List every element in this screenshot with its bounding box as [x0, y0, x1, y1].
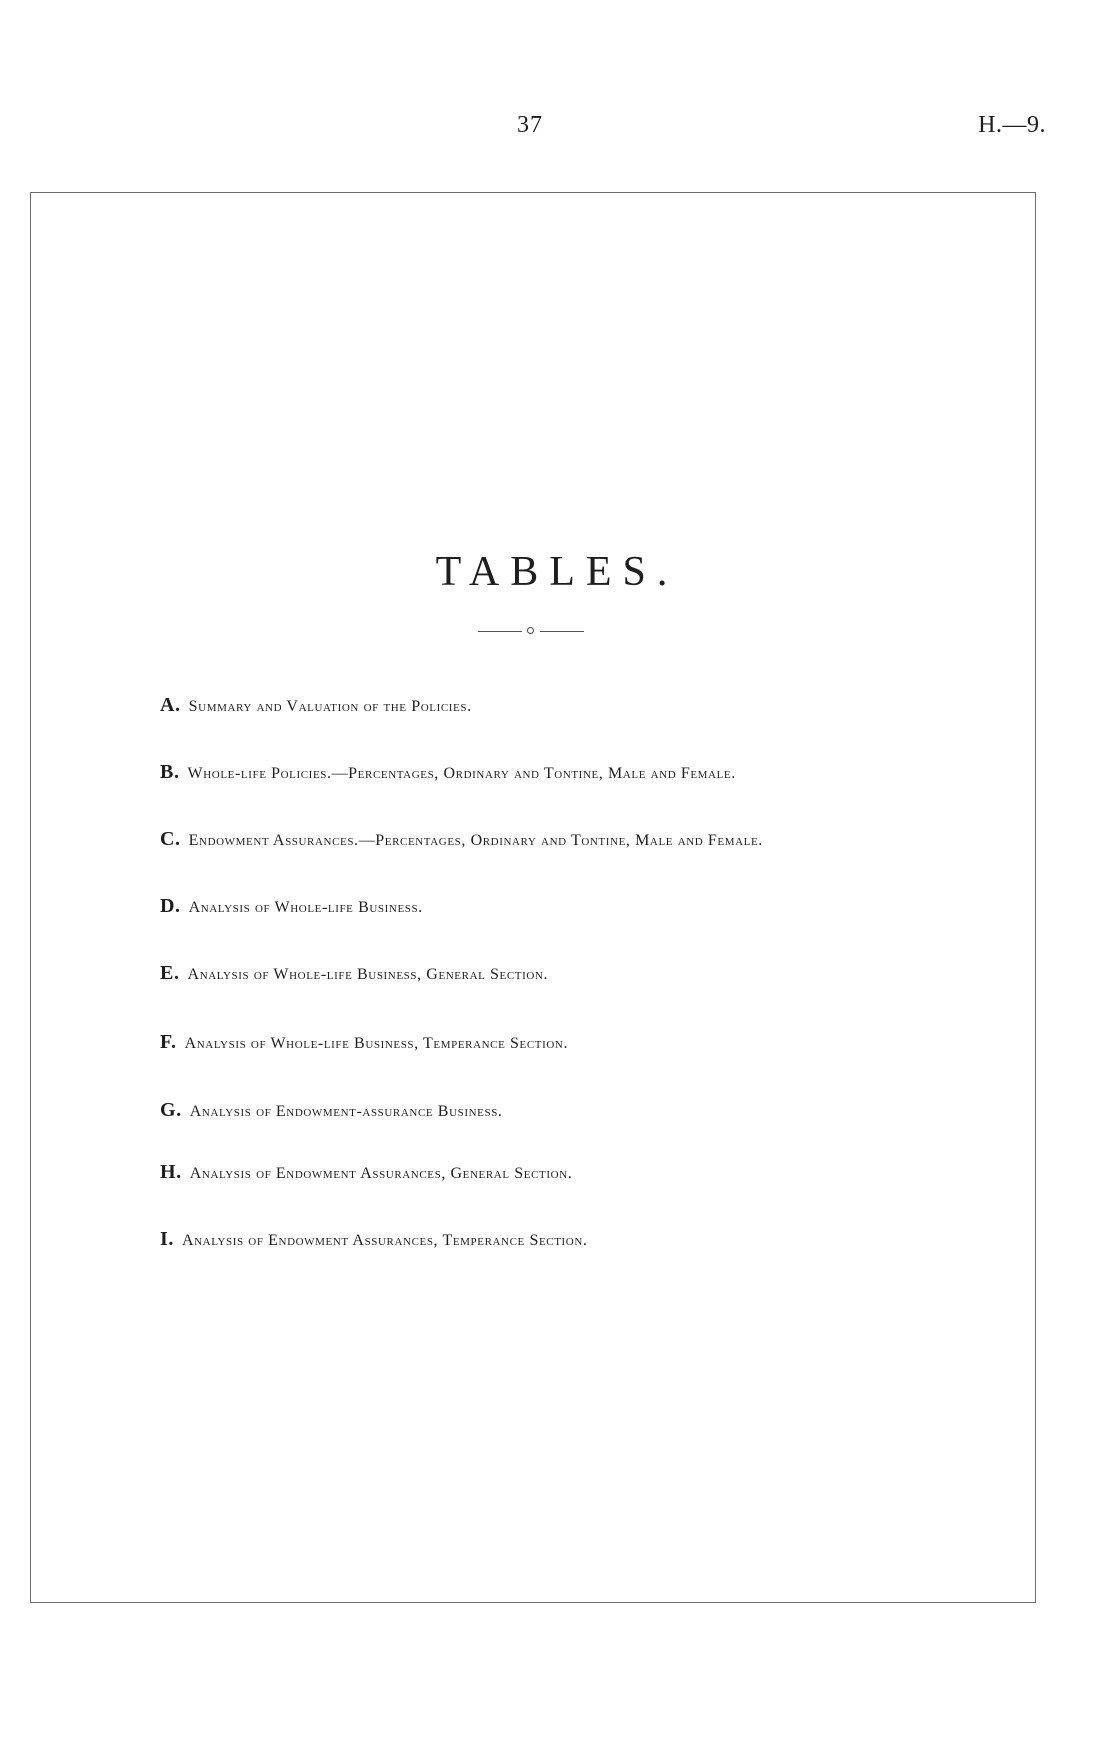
ornament-circle [527, 627, 534, 634]
table-letter: E. [160, 962, 180, 984]
table-entry-f [160, 1031, 568, 1054]
document-reference: H.—9. [978, 112, 1046, 138]
table-entry-c [160, 828, 763, 851]
table-description: Analysis of Endowment Assurances, General Section. [189, 1165, 573, 1182]
table-description: Analysis of Whole-life Business, General Section. [187, 966, 549, 983]
table-entry-h [160, 1161, 572, 1184]
table-entry-g [160, 1099, 503, 1122]
table-description: Analysis of Whole-life Business, Temperance Section. [184, 1035, 569, 1052]
table-description: Analysis of Whole-life Business. [188, 899, 423, 916]
page-title: TABLES. [435, 549, 679, 595]
table-description: Endowment Assurances.—Percentages, Ordinary and Tontine, Male and Female. [188, 832, 763, 849]
table-letter: G. [160, 1099, 182, 1121]
table-description: Analysis of Endowment Assurances, Temperance Section. [181, 1232, 588, 1249]
page-number: 37 [517, 112, 543, 138]
table-entry-e [160, 962, 548, 985]
table-description: Analysis of Endowment-assurance Business. [189, 1103, 503, 1120]
table-entry-d [160, 895, 423, 918]
table-entry-i [160, 1228, 587, 1251]
table-description: Whole-life Policies.—Percentages, Ordinary and Tontine, Male and Female. [187, 765, 736, 782]
table-entry-a [160, 694, 472, 717]
table-letter: D. [160, 895, 181, 917]
table-letter: I. [160, 1228, 174, 1250]
ornament-line-right [540, 631, 584, 632]
table-description: Summary and Valuation of the Policies. [188, 698, 472, 715]
table-letter: A. [160, 694, 181, 716]
table-letter: H. [160, 1161, 182, 1183]
table-letter: B. [160, 761, 180, 783]
ornament-line-left [478, 631, 522, 632]
table-letter: F. [160, 1031, 177, 1053]
table-letter: C. [160, 828, 181, 850]
table-entry-b [160, 761, 736, 784]
title-ornament [478, 624, 584, 638]
